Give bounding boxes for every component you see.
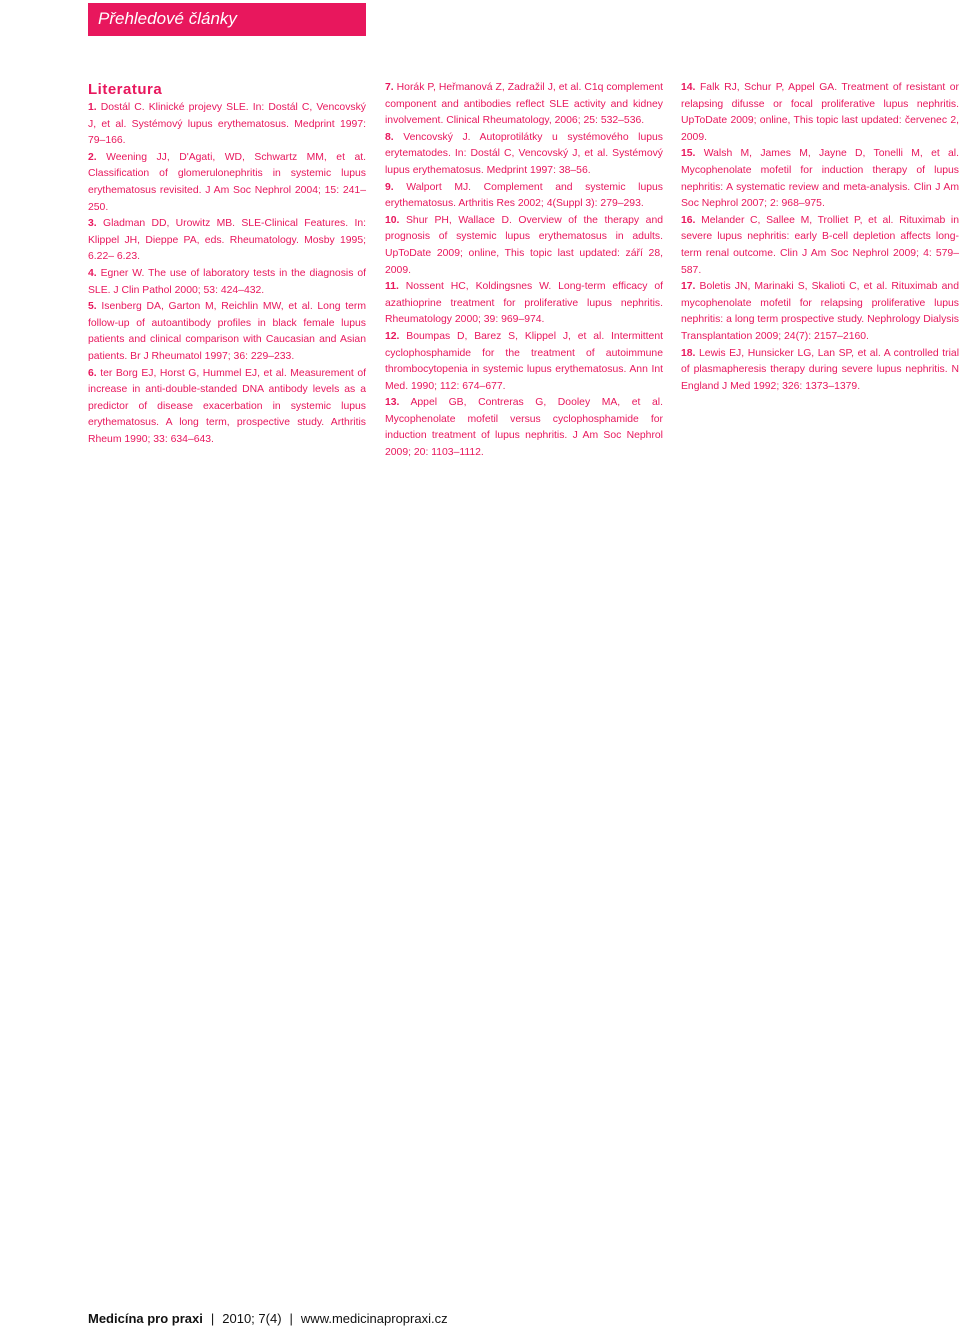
reference-number: 18. bbox=[681, 347, 696, 359]
reference-item bbox=[385, 279, 663, 329]
reference-text: Boumpas D, Barez S, Klippel J, et al. Intermittent cyclophosphamide for the treatment of autoimmune thrombocytopenia in systemic lupus erythematosus. Ann Int Med. 1990; 112: 674–677. bbox=[385, 330, 663, 392]
reference-item bbox=[88, 366, 366, 449]
reference-item bbox=[88, 216, 366, 266]
header-band bbox=[0, 0, 368, 38]
reference-text: Lewis EJ, Hunsicker LG, Lan SP, et al. A controlled trial of plasmapheresis therapy during severe lupus nephritis. N England J Med 1992; 326: 1373–1379. bbox=[681, 347, 959, 392]
reference-text: ter Borg EJ, Horst G, Hummel EJ, et al. Measurement of increase in anti-double-standed DNA antibody levels as a predictor of disease exacerbation in systemic lupus erythematosus. A long term, prospective study. Arthritis Rheum 1990; 33: 634–643. bbox=[88, 367, 366, 445]
reference-text: Walport MJ. Complement and systemic lupus erythematosus. Arthritis Res 2002; 4(Suppl 3): 279–293. bbox=[385, 181, 664, 210]
reference-number: 16. bbox=[681, 214, 696, 226]
reference-text: Appel GB, Contreras G, Dooley MA, et al. Mycophenolate mofetil versus cyclophosphamide for induction treatment of lupus nephritis. J Am Soc Nephrol 2009; 20: 1103–1112. bbox=[385, 397, 663, 459]
reference-number: 15. bbox=[681, 148, 696, 160]
footer-separator: | bbox=[289, 1311, 293, 1326]
references-column-3 bbox=[681, 80, 959, 395]
reference-text: Egner W. The use of laboratory tests in the diagnosis of SLE. J Clin Pathol 2000; 53: 424–432. bbox=[88, 267, 366, 296]
reference-item bbox=[385, 213, 663, 279]
section-title: Přehledové články bbox=[98, 9, 237, 28]
reference-text: Gladman DD, Urowitz MB. SLE-Clinical Features. In: Klippel JH, Dieppe PA, eds. Rheumatology. Mosby 1995; 6.22– 6.23. bbox=[88, 218, 366, 263]
reference-number: 9. bbox=[385, 181, 394, 193]
reference-item bbox=[88, 100, 366, 150]
section-header-bar bbox=[88, 3, 366, 36]
reference-item bbox=[681, 279, 959, 345]
reference-item bbox=[88, 266, 366, 299]
reference-number: 6. bbox=[88, 367, 97, 379]
footer-issue: 2010; 7(4) bbox=[222, 1311, 282, 1326]
reference-number: 11. bbox=[385, 281, 399, 293]
reference-number: 4. bbox=[88, 267, 97, 279]
reference-text: Boletis JN, Marinaki S, Skalioti C, et al. Rituximab and mycophenolate mofetil for relapsing proliferative lupus nephritis: a long term prospective study. Nephrology Dialysis Transplantation 2009; 24(7): 2157–2160. bbox=[681, 281, 959, 342]
reference-text: Nossent HC, Koldingsnes W. Long-term efficacy of azathioprine treatment for proliferative lupus nephritis. Rheumatology 2000; 39: 969–974. bbox=[385, 281, 663, 326]
reference-number: 12. bbox=[385, 330, 400, 342]
footer-separator: | bbox=[210, 1311, 215, 1326]
reference-text: Falk RJ, Schur P, Appel GA. Treatment of resistant or relapsing difusse or focal proliferative lupus nephritis. UpToDate 2009; online, This topic last updated: červenec 2, 2009. bbox=[681, 82, 960, 143]
reference-text: Weening JJ, D'Agati, WD, Schwartz MM, et at. Classification of glomerulonephritis in systemic lupus erythematosus revisited. J Am Soc Nephrol 2004; 15: 241–250. bbox=[88, 151, 366, 213]
reference-number: 17. bbox=[681, 281, 696, 293]
reference-text: Shur PH, Wallace D. Overview of the therapy and prognosis of systemic lupus erythematosus in adults. UpToDate 2009; online, This topic last updated: září 28, 2009. bbox=[385, 214, 663, 276]
literature-heading: Literatura bbox=[88, 81, 163, 98]
reference-item bbox=[385, 395, 663, 461]
reference-number: 1. bbox=[88, 102, 97, 113]
reference-item bbox=[385, 130, 663, 180]
reference-item bbox=[681, 80, 959, 146]
reference-number: 10. bbox=[385, 214, 400, 226]
reference-number: 7. bbox=[385, 82, 394, 93]
reference-text: Walsh M, James M, Jayne D, Tonelli M, et al. Mycophenolate mofetil for induction therapy of lupus nephritis: A systematic review and meta-analysis. Clin J Am Soc Nephrol 2007; 2: 968–975. bbox=[681, 148, 959, 210]
reference-number: 5. bbox=[88, 301, 97, 313]
reference-text: Horák P, Heřmanová Z, Zadražil J, et al. C1q complement component and antibodies reflect SLE activity and kidney involvement. Clinical Rheumatology, 2006; 25: 532–536. bbox=[385, 82, 664, 127]
reference-number: 14. bbox=[681, 82, 696, 93]
reference-text: Melander C, Sallee M, Trolliet P, et al. Rituximab in severe lupus nephritis: early B-cell depletion affects long-term renal outcome. Clin J Am Soc Nephrol 2009; 4: 579–587. bbox=[681, 214, 959, 276]
reference-text: Dostál C. Klinické projevy SLE. In: Dostál C, Vencovský J, et al. Systémový lupus erythematosus. Medprint 1997: 79–166. bbox=[88, 102, 366, 147]
reference-number: 2. bbox=[88, 151, 97, 163]
references-column-1 bbox=[88, 80, 366, 448]
reference-item bbox=[88, 299, 366, 365]
reference-item bbox=[681, 146, 959, 212]
reference-number: 8. bbox=[385, 131, 394, 143]
reference-item bbox=[88, 150, 366, 216]
footer-website: www.medicinapropraxi.cz bbox=[300, 1311, 448, 1326]
footer-journal-name: Medicína pro praxi bbox=[88, 1311, 203, 1326]
reference-number: 3. bbox=[88, 218, 97, 230]
reference-text: Vencovský J. Autoprotilátky u systémového lupus erytematodes. In: Dostál C, Vencovský J, et al. Systémový lupus erythematosus. Medprint 1997: 38–56. bbox=[385, 131, 663, 176]
reference-text: Isenberg DA, Garton M, Reichlin MW, et al. Long term follow-up of autoantibody profiles in black female lupus patients and clinical comparison with Caucasian and Asian patients. Br J Rheumatol 1997; 36: 229–233. bbox=[88, 301, 366, 362]
reference-item bbox=[385, 329, 663, 395]
reference-item bbox=[681, 346, 959, 396]
reference-item bbox=[385, 80, 663, 130]
reference-item bbox=[681, 213, 959, 279]
references-column-2 bbox=[385, 80, 663, 462]
reference-number: 13. bbox=[385, 397, 400, 409]
page-footer bbox=[88, 1311, 448, 1326]
reference-item bbox=[385, 180, 663, 213]
